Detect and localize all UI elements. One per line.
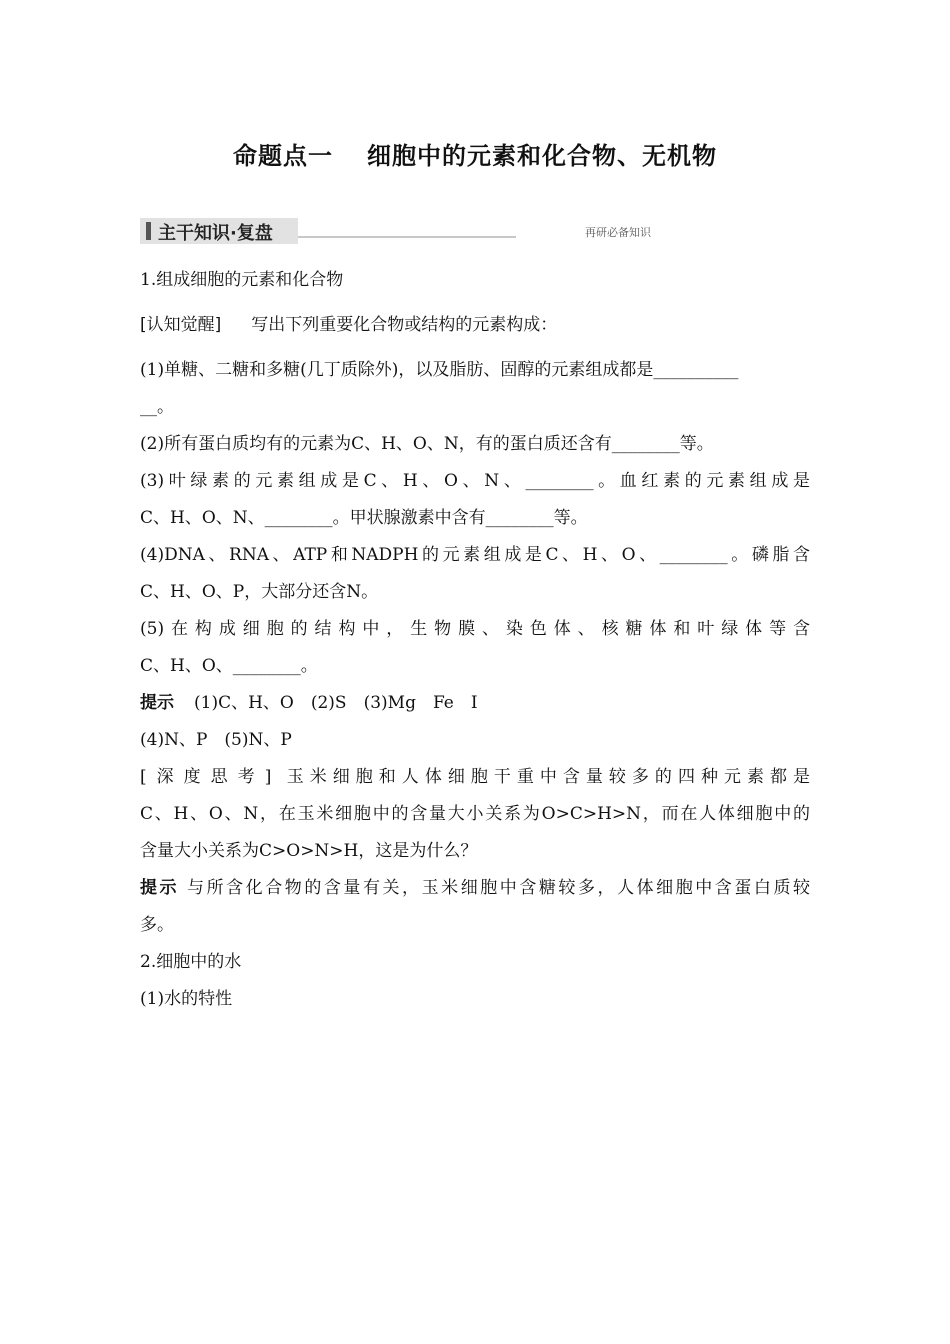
subsection-water-properties: (1)水的特性 xyxy=(140,989,233,1009)
title-part-2: 细胞中的元素和化合物、无机物 xyxy=(367,142,717,170)
question-3-line-1: (3)叶绿素的元素组成是C、H、O、N、________。血红素的元素组成是 xyxy=(140,471,810,491)
hint-1-line-1 xyxy=(140,685,810,722)
deep-thinking-line-3: 含量大小关系为C>O>N>H，这是为什么？ xyxy=(140,841,478,861)
deep-thinking-tag: [深度思考] xyxy=(140,767,276,787)
hint-2-line-1 xyxy=(140,870,810,907)
banner-right-label: 再研必备知识 xyxy=(582,224,654,240)
hint-1-text: (1)C、H、O (2)S (3)Mg Fe I xyxy=(194,693,478,713)
question-4-line-2: C、H、O、P，大部分还含N。 xyxy=(140,582,379,602)
section-banner xyxy=(140,218,651,244)
question-2: (2)所有蛋白质均有的元素为C、H、O、N，有的蛋白质还含有________等。 xyxy=(140,434,714,454)
hint-2-text: 与所含化合物的含量有关，玉米细胞中含糖较多，人体细胞中含蛋白质较 xyxy=(187,878,810,898)
hint-2-line-2: 多。 xyxy=(140,915,174,935)
question-4-line-1: (4)DNA、RNA、ATP和NADPH的元素组成是C、H、O、________。磷脂含 xyxy=(140,545,810,565)
section-heading-2: 2.细胞中的水 xyxy=(140,952,242,972)
awareness-tag: [认知觉醒] xyxy=(140,315,222,335)
deep-thinking-line-1 xyxy=(140,759,810,796)
question-1-line-1: (1)单糖、二糖和多糖(几丁质除外)，以及脂肪、固醇的元素组成都是__________ xyxy=(140,360,739,380)
question-5-line-2: C、H、O、________。 xyxy=(140,656,318,676)
banner-right-box xyxy=(546,220,654,240)
document-body xyxy=(140,262,810,1018)
page-title xyxy=(0,136,950,171)
deep-thinking-text: 玉米细胞和人体细胞干重中含量较多的四种元素都是 xyxy=(286,767,811,787)
question-1-line-2: __。 xyxy=(140,397,174,417)
hint-1-line-2: (4)N、P (5)N、P xyxy=(140,730,292,750)
question-5-line-1: (5)在构成细胞的结构中，生物膜、染色体、核糖体和叶绿体等含 xyxy=(140,619,810,639)
awareness-paragraph xyxy=(140,307,810,344)
banner-label: 主干知识·复盘 xyxy=(158,223,273,244)
question-3-line-2: C、H、O、N、________。甲状腺激素中含有________等。 xyxy=(140,508,588,528)
banner-bar-marker xyxy=(146,222,151,240)
section-heading-1: 1.组成细胞的元素和化合物 xyxy=(140,270,344,290)
hint-2-tag: 提示 xyxy=(140,878,180,898)
deep-thinking-line-2: C、H、O、N，在玉米细胞中的含量大小关系为O>C>H>N，而在人体细胞中的 xyxy=(140,804,810,824)
banner-underline xyxy=(298,236,516,238)
hint-1-tag: 提示 xyxy=(140,693,174,713)
awareness-text: 写出下列重要化合物或结构的元素构成： xyxy=(251,315,558,335)
title-part-1: 命题点一 xyxy=(233,142,333,170)
